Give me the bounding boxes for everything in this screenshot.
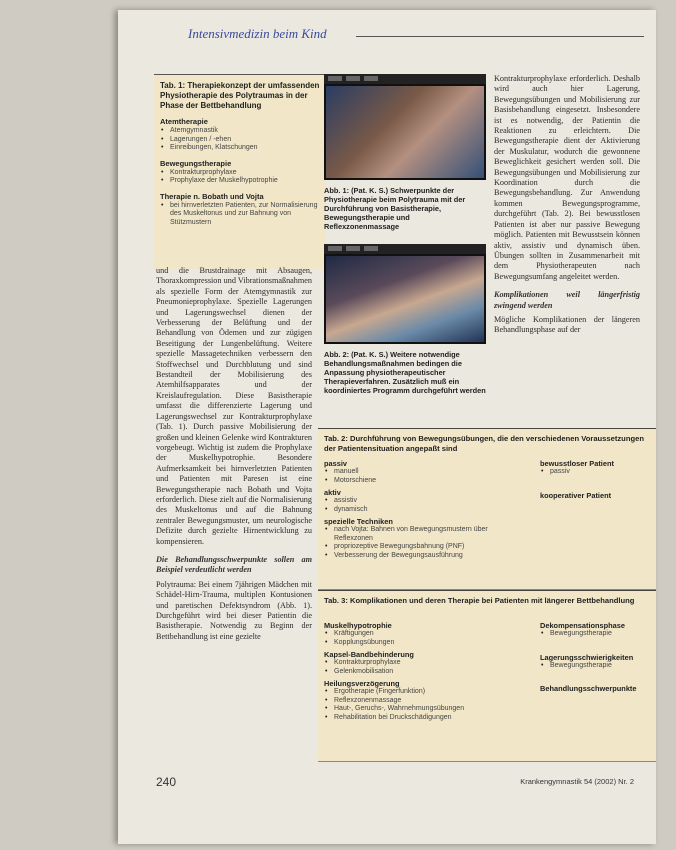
body-column-3 (494, 74, 640, 419)
table-2-caption: Tab. 2: Durchführung von Bewegungsübungen, die den verschiedenen Voraussetzungen der Patientensituation angepaßt sind (324, 434, 644, 453)
list-item: • propriozeptive Bewegungsbahnung (PNF) (334, 543, 524, 552)
header-rule (356, 36, 644, 37)
journal-page (118, 10, 656, 844)
list-item: • Kontrakturprophylaxe (334, 659, 534, 668)
table-2-group-title: kooperativer Patient (540, 490, 612, 500)
list-item: • Reflexzonenmassage (334, 697, 534, 706)
table-3-group-title: Muskelhypotrophie (324, 621, 392, 630)
table-1-caption: Tab. 1: Therapiekonzept der umfassenden Physiotherapie des Polytraumas in der Phase der Bettbehandlung (160, 81, 320, 110)
table-1-section-title: Bewegungstherapie (160, 158, 232, 168)
table-2-group-title: passiv (324, 459, 348, 468)
table-3-group-title: Lagerungsschwierigkeiten (540, 652, 634, 662)
list-item: • Einreibungen, Klatschungen (170, 144, 320, 153)
list-item: • nach Vojta: Bahnen von Bewegungsmustern über Reflexzonen (334, 526, 524, 543)
table-3 (318, 590, 656, 762)
list-item: • manuell (334, 468, 524, 477)
figure-2-image (326, 256, 484, 342)
table-3-group-title: Behandlungsschwerpunkte (540, 684, 637, 693)
table-2 (318, 428, 656, 590)
paragraph: Mögliche Komplikationen der längeren Behandlungsphase auf der (494, 314, 640, 335)
journal-citation: Krankengymnastik 54 (2002) Nr. 2 (520, 777, 634, 786)
paragraph: Polytrauma: Bei einem 7jährigen Mädchen mit Schädel-Hirn-Trauma, multiplen Kontusionen und paretischen Defektsyndrom (Abb. 1). Durchgeführt wird bei dieser Patientin die Basistherapie. Notwendig zu Beginn der Bettbehandlung ist eine gezielte (156, 579, 312, 641)
list-item: • Bewegungstherapie (550, 630, 640, 639)
section-subheading: Komplikationen weil längerfristig zwingend werden (494, 290, 640, 310)
list-item: • Atemgymnastik (170, 127, 320, 136)
table-1-section-title: Atemtherapie (160, 117, 208, 126)
body-column-1 (156, 266, 312, 756)
list-item: • Rehabilitation bei Druckschädigungen (334, 714, 534, 723)
table-1-section-title: Therapie n. Bobath und Vojta (160, 191, 264, 201)
table-3-caption: Tab. 3: Komplikationen und deren Therapie bei Patienten mit längerer Bettbehandlung (324, 596, 635, 605)
list-item: • Verbesserung der Bewegungsausführung (334, 552, 524, 561)
table-3-group-title: Heilungsverzögerung (324, 679, 400, 688)
figure-2-menubar (324, 244, 486, 254)
page-number: 240 (156, 775, 177, 789)
figure-1-photo (324, 74, 486, 180)
list-item: • assistiv (334, 497, 524, 506)
table-3-group-title: Kapsel-Bandbehinderung (324, 650, 414, 659)
table-2-group-title: spezielle Techniken (324, 517, 393, 526)
list-item: • Kopplungsübungen (334, 639, 534, 648)
paragraph: und die Brustdrainage mit Absaugen, Thoraxkompression und Vibrationsmaßnahmen als spezielle Form der Atemgymnastik zur Pneumonieprophylaxe. Spezielle Lagerungen und Lagerungswechsel dienen der Verbesserung der Belüftung und der Behandlung von Ödemen und zur zügigen Beseitigung der Lungenbelüftung. Weitere spezielle Massagetechniken verbessern den Stoffwechsel und Durchblutung und sind Bestandteil der Mobilisierung des Atemhilfsapparates und der Kreislaufregulation. Diese Basistherapie umfasst die differenzierte Lagerung und Lagerungswechsel zur Kontrakturprophylaxe (Tab. 1). Durch passive Mobilisierung der großen und kleinen Gelenke wird Kontrakturen vorgebeugt. Wichtig ist zudem die Prophylaxe der Muskelhypotrophie. Besondere Aufmerksamkeit bei hirnverletzten Patienten und Patienten mit Paresen ist eine Bewegungstherapie nach Bobath und Vojta erforderlich. Diese zielt auf die Normalisierung des Muskeltonus und auf die Bahnung zentraler Bewegungsmuster, um neurologische Defizite durch gezielte Hirnentwicklung zu kompensieren. (156, 266, 312, 546)
table-1 (154, 74, 326, 269)
list-item: • Prophylaxe der Muskelhypotrophie (170, 177, 320, 186)
list-item: • bei hirnverletzten Patienten, zur Normalisierung des Muskeltonus und zur Bahnung von Stützmustern (170, 202, 320, 228)
section-subheading: Die Behandlungsschwerpunkte sollen am Beispiel verdeutlicht werden (156, 554, 312, 575)
table-2-group-title: bewusstloser Patient (540, 459, 614, 468)
figure-2-caption: Abb. 2: (Pat. K. S.) Weitere notwendige Behandlungsmaßnahmen bedingen die Anpassung physiotherapeutischer Therapieverfahren. Zusätzlich muß ein koordiniertes Programm durchgeführt werden (324, 350, 486, 395)
list-item: • Haut-, Geruchs-, Wahrnehmungsübungen (334, 705, 534, 714)
list-item: • Ergotherapie (Fingerfunktion) (334, 688, 534, 697)
list-item: • Kräftigungen (334, 630, 534, 639)
figure-1-caption: Abb. 1: (Pat. K. S.) Schwerpunkte der Physiotherapie beim Polytrauma mit der Durchführung von Basistherapie, Bewegungstherapie und Reflexzonenmassage (324, 186, 466, 231)
list-item: • Motorschiene (334, 477, 524, 486)
list-item: • passiv (550, 468, 640, 477)
table-3-group-title: Dekompensationsphase (540, 621, 626, 630)
figure-1-image (326, 86, 484, 178)
table-2-group-title: aktiv (324, 488, 341, 497)
list-item: • dynamisch (334, 506, 524, 515)
figure-2-photo (324, 244, 486, 344)
running-header: Intensivmedizin beim Kind (188, 26, 327, 41)
list-item: • Bewegungstherapie (550, 662, 640, 671)
list-item: • Kontrakturprophylaxe (170, 169, 320, 178)
paragraph: Kontrakturprophylaxe erforderlich. Deshalb wird auch hier Lagerung, Bewegungsübungen und Mobilisierung zur Basisbehandlung eingesetzt. Insbesondere ist es notwendig, der Patientin die Reaktionen zu erleichtern. Die Bewegungstherapie dient der Aktivierung der Muskulatur, wodurch die gewonnene Beweglichkeit gesichert werden soll. Die Bewegungsübungen und Mobilisierung zur Koordination durch die Bewegungsbehandlung. Zur Anwendung kommen Bewegungsprogramme, durchgeführt (Tab. 2). Bei bewusstlosen Patienten ist aber nur passive Bewegung möglich. Patienten mit Bewusstsein können aktiv, assistiv und dynamisch üben. Übungen sollten in Zusammenarbeit mit dem Physiotherapeuten nach Bewegungsumfang angeleitet werden. (494, 74, 640, 281)
list-item: • Gelenkmobilisation (334, 668, 534, 677)
list-item: • Lagerungen / -ehen (170, 136, 320, 145)
figure-1-menubar (324, 74, 486, 84)
